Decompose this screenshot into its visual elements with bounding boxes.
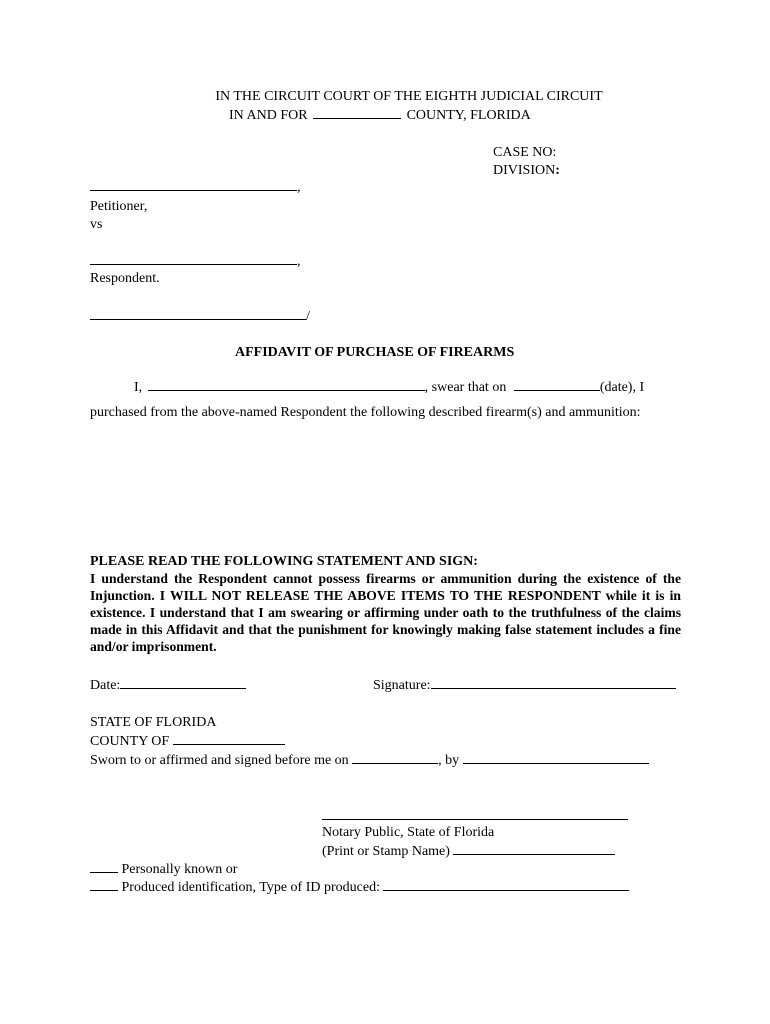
date-blank[interactable] (120, 676, 246, 689)
division-label: DIVISION: (493, 163, 560, 178)
sworn-line: Sworn to or affirmed and signed before me on , by (90, 751, 649, 769)
purchase-line: purchased from the above-named Respondent the following described firearm(s) and ammunition: (90, 405, 641, 420)
petitioner-blank[interactable] (90, 178, 297, 191)
personally-known-line: Personally known or (90, 860, 237, 878)
notice-heading: PLEASE READ THE FOLLOWING STATEMENT AND SIGN: (90, 554, 478, 569)
county-line: IN AND FOR COUNTY, FLORIDA (229, 108, 531, 123)
notary-public-label: Notary Public, State of Florida (322, 825, 495, 840)
notary-signature-blank[interactable] (322, 807, 628, 820)
personally-known-blank[interactable] (90, 860, 118, 873)
produced-id-blank[interactable] (90, 878, 118, 891)
respondent-blank[interactable] (90, 252, 297, 265)
county-of-line: COUNTY OF (90, 732, 285, 750)
vs-label: vs (90, 217, 103, 232)
court-line: IN THE CIRCUIT COURT OF THE EIGHTH JUDICIAL CIRCUIT (215, 89, 603, 104)
respondent-line: , (90, 252, 301, 270)
date-line: Date: (90, 676, 246, 694)
id-type-blank[interactable] (383, 878, 629, 891)
notice-body: I understand the Respondent cannot possess firearms or ammunition during the existence of the Injunction. I WILL NOT RELEASE THE ABOVE ITEMS TO THE RESPONDENT while it is in existence. I understand that I am swearing or affirming under oath to the truthfulness of the claims made in this Affidavit and that the punishment for knowingly making false statement includes a fine and/or imprisonment. (90, 571, 681, 654)
purchase-date-blank[interactable] (514, 378, 600, 391)
print-name-line: (Print or Stamp Name) (322, 842, 615, 860)
notary-county-blank[interactable] (173, 732, 285, 745)
sworn-date-blank[interactable] (352, 751, 438, 764)
print-name-blank[interactable] (453, 842, 615, 855)
signature-line: Signature: (373, 676, 676, 694)
swear-line: I, , swear that on (date), I (134, 380, 645, 395)
state-label: STATE OF FLORIDA (90, 715, 217, 730)
document-title: AFFIDAVIT OF PURCHASE OF FIREARMS (235, 345, 515, 360)
case-style-closing-line: / (90, 307, 310, 325)
produced-id-line: Produced identification, Type of ID produced: (90, 878, 629, 896)
notary-signature-line (322, 807, 628, 825)
closing-blank (90, 307, 306, 320)
case-no-label: CASE NO: (493, 145, 557, 160)
affiant-name-blank[interactable] (148, 378, 425, 391)
petitioner-line: , (90, 178, 301, 196)
firearm-description-area[interactable] (90, 425, 680, 545)
signature-blank[interactable] (431, 676, 676, 689)
respondent-label: Respondent. (90, 271, 160, 286)
county-blank[interactable] (313, 106, 401, 119)
petitioner-label: Petitioner, (90, 199, 148, 214)
sworn-by-blank[interactable] (463, 751, 649, 764)
